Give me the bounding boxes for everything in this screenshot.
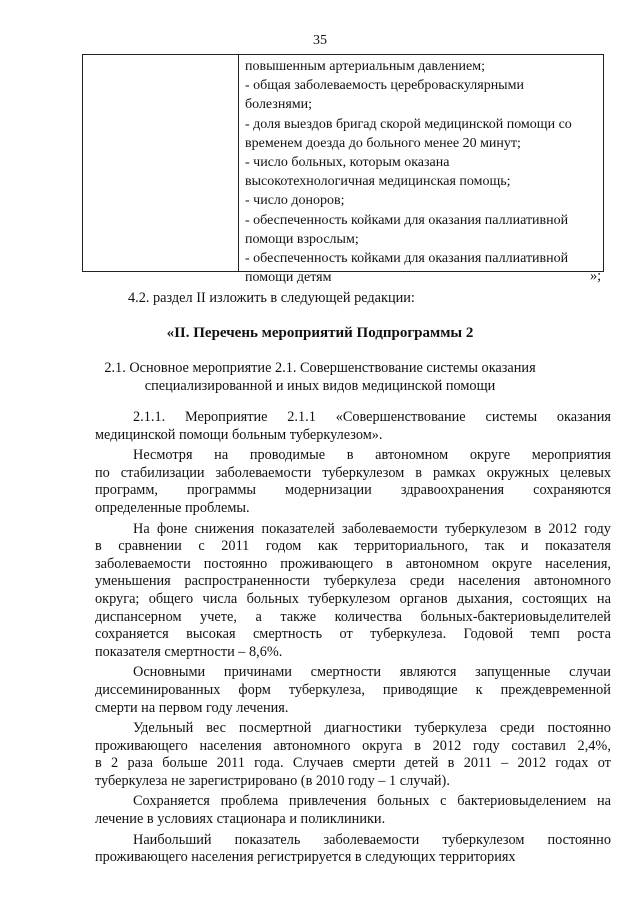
paragraph	[95, 720, 611, 790]
amendment-instruction: 4.2. раздел II изложить в следующей редакции:	[128, 290, 415, 306]
paragraph-line: Наибольший показатель заболеваемости туберкулезом постоянно	[133, 831, 611, 848]
paragraph	[95, 793, 611, 828]
table-line: болезнями;	[245, 97, 313, 113]
paragraph-line: определенные проблемы.	[95, 499, 250, 516]
paragraph-line: Удельный вес посмертной диагностики туберкулеза среди постоянно	[133, 720, 611, 737]
paragraph	[95, 664, 611, 717]
subsection-title-line2: специализированной и иных видов медицинской помощи	[144, 378, 496, 394]
paragraph-line: показателя смертности – 8,6%.	[95, 643, 283, 660]
table-line: помощи детям	[245, 270, 332, 286]
paragraph-line: смерти на первом году лечения.	[95, 699, 289, 716]
paragraph-line: проживающего населения регистрируется в следующих территориях	[95, 849, 516, 866]
subsection-title-line1: 2.1. Основное мероприятие 2.1. Совершенствование системы оказания	[104, 360, 536, 376]
table-line: помощи взрослым;	[245, 231, 359, 247]
table-line: - обеспеченность койками для оказания паллиативной	[245, 251, 569, 267]
table-line: временем доезда до больного менее 20 минут;	[245, 135, 521, 151]
table-line: повышенным артериальным давлением;	[245, 59, 485, 74]
table-line: высокотехнологичная медицинская помощь;	[245, 174, 511, 190]
table-line: - число доноров;	[245, 193, 345, 209]
table-line: - число больных, которым оказана	[245, 155, 450, 171]
paragraph-line: сохраняется высокая смертность от туберкулеза. Годовой темп роста	[95, 626, 611, 643]
indicators-table	[82, 54, 604, 286]
page-number: 35	[313, 33, 327, 48]
paragraph-line: заболеваемости постоянно проживающего в автономном округе населения,	[95, 555, 611, 572]
paragraph-line: лечение в условиях стационара и поликлиники.	[95, 811, 386, 828]
paragraph	[95, 447, 611, 517]
table-line: - доля выездов бригад скорой медицинской помощи со	[245, 116, 572, 132]
paragraph	[95, 521, 611, 662]
table-line: - общая заболеваемость цереброваскулярными	[245, 78, 524, 94]
paragraph-line: медицинской помощи больным туберкулезом».	[95, 426, 383, 443]
paragraph	[95, 832, 611, 867]
paragraph-line: в 2 раза больше 2011 года. Случаев смерти детей в 2011 – 2012 годах от	[95, 755, 611, 772]
table-cell-indicators	[245, 57, 601, 287]
paragraph-line: программ, программы модернизации здравоохранения сохраняются	[95, 482, 611, 499]
table-closing-quote: »;	[590, 268, 602, 284]
paragraph-line: На фоне снижения показателей заболеваемости туберкулезом в 2012 году	[133, 520, 611, 537]
paragraph-line: уменьшения распространенности туберкулеза среди населения автономного	[95, 573, 611, 590]
paragraph-line: диспансерном учете, а также количества больных-бактериовыделителей	[95, 608, 611, 625]
table-line: - обеспеченность койками для оказания паллиативной	[245, 212, 569, 228]
paragraph-line: в сравнении с 2011 годом как территориального, так и показателя	[95, 538, 611, 555]
document-body	[95, 409, 611, 867]
paragraph-line: 2.1.1. Мероприятие 2.1.1 «Совершенствование системы оказания	[133, 409, 611, 425]
paragraph-line: Основными причинами смертности являются запущенные случаи	[133, 664, 611, 681]
section-heading: «II. Перечень мероприятий Подпрограммы 2	[166, 325, 474, 341]
paragraph-line: по стабилизации заболеваемости туберкулезом в рамках окружных целевых	[95, 464, 611, 481]
paragraph-line: диссеминированных форм туберкулеза, приводящие к преждевременной	[95, 681, 611, 698]
paragraph-line: проживающего населения автономного округа в 2012 году составил 2,4%,	[95, 737, 611, 754]
paragraph-line: туберкулеза не зарегистрировано (в 2010 году – 1 случай).	[95, 772, 450, 789]
paragraph-line: Сохраняется проблема привлечения больных с бактериовыделением на	[133, 793, 611, 810]
paragraph-line: Несмотря на проводимые в автономном округе мероприятия	[133, 447, 611, 464]
paragraph	[95, 409, 611, 444]
table-column-divider	[238, 55, 239, 271]
paragraph-line: округа; общего числа больных туберкулезом органов дыхания, состоящих на	[95, 590, 611, 607]
